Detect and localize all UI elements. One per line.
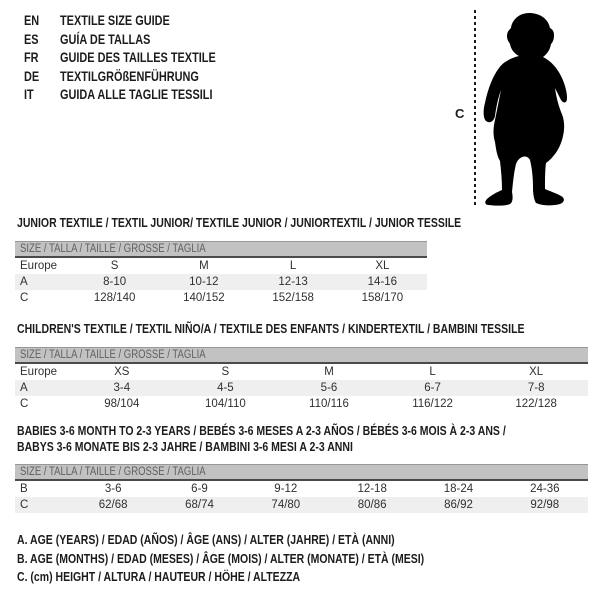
language-row bbox=[24, 11, 260, 30]
babies-size-table bbox=[15, 464, 588, 513]
row-label: Europe bbox=[20, 260, 58, 272]
cell: M bbox=[324, 366, 334, 378]
language-code: ES bbox=[24, 30, 39, 47]
cell: 152/158 bbox=[272, 292, 314, 304]
cell: 12-13 bbox=[278, 276, 308, 288]
cell: 6-7 bbox=[424, 382, 441, 394]
cell: S bbox=[221, 366, 230, 378]
table-row bbox=[15, 364, 588, 380]
language-code: IT bbox=[24, 86, 34, 102]
cell: 62/68 bbox=[98, 499, 128, 511]
language-row bbox=[24, 85, 260, 104]
children-table-title: CHILDREN'S TEXTILE / TEXTIL NIÑO/A / TEXTILE DES ENFANTS / KINDERTEXTIL / BAMBINI TESSILE bbox=[17, 322, 525, 336]
cell: 8-10 bbox=[103, 276, 127, 288]
cell: 110/116 bbox=[309, 398, 349, 410]
row-label: A bbox=[20, 276, 28, 288]
cell: 128/140 bbox=[93, 292, 136, 304]
language-row bbox=[24, 30, 260, 49]
row-label: A bbox=[20, 382, 28, 394]
children-size-table bbox=[15, 347, 588, 412]
cell: XL bbox=[375, 260, 390, 272]
row-label: C bbox=[20, 398, 29, 410]
cell: 5-6 bbox=[320, 382, 338, 394]
cell: 158/170 bbox=[361, 292, 404, 304]
cell: 18-24 bbox=[443, 483, 474, 495]
size-header-bar: SIZE / TALLA / TAILLE / GRÖSSE / TAGLIA bbox=[15, 241, 427, 258]
cell: 92/98 bbox=[530, 499, 560, 511]
table-row bbox=[15, 258, 427, 274]
legend-notes bbox=[17, 531, 502, 587]
cell: 104/110 bbox=[205, 398, 246, 410]
height-measure-dashed-line bbox=[474, 10, 476, 208]
cell: 4-5 bbox=[217, 382, 234, 394]
cell: 3-6 bbox=[104, 483, 122, 495]
cell: 140/152 bbox=[183, 292, 225, 304]
row-label: C bbox=[20, 292, 29, 304]
row-label: B bbox=[20, 483, 28, 495]
language-row bbox=[24, 67, 260, 86]
cell: L bbox=[429, 366, 436, 378]
cell: S bbox=[110, 260, 119, 272]
toddler-silhouette-icon bbox=[483, 8, 569, 208]
language-code: EN bbox=[24, 12, 40, 28]
note-line: C. (cm) HEIGHT / ALTURA / HAUTEUR / HÖHE / ALTEZZA bbox=[17, 570, 301, 584]
cell: 12-18 bbox=[357, 483, 387, 495]
cell: 3-4 bbox=[113, 382, 131, 394]
cell: 80/86 bbox=[357, 499, 387, 511]
table-row bbox=[15, 481, 588, 497]
note-line: B. AGE (MONTHS) / EDAD (MESES) / ÂGE (MOIS) / ALTER (MONATE) / ETÀ (MESI) bbox=[17, 551, 425, 566]
cell: 98/104 bbox=[104, 398, 140, 410]
cell: XS bbox=[114, 366, 130, 378]
babies-table-title: BABIES 3-6 MONTH TO 2-3 YEARS / BEBÉS 3-6 MESES A 2-3 AÑOS / BÉBÉS 3-6 MOIS À 2-3 ANS / BABYS 3-6 MONATE BIS 2-3 JAHRE / BAMBINI 3-6 MESI A 2-3 ANNI bbox=[17, 424, 506, 454]
height-measure-label: C bbox=[455, 106, 465, 121]
table-row bbox=[15, 497, 588, 513]
language-title: GUIDA ALLE TAGLIE TESSILI bbox=[60, 86, 213, 102]
junior-table-title: JUNIOR TEXTILE / TEXTIL JUNIOR/ TEXTILE JUNIOR / JUNIORTEXTIL / JUNIOR TESSILE bbox=[17, 216, 462, 230]
cell: M bbox=[199, 260, 209, 272]
row-label: C bbox=[20, 499, 29, 511]
cell: 6-9 bbox=[191, 483, 208, 495]
size-header-bar: SIZE / TALLA / TAILLE / GRÖSSE / TAGLIA bbox=[15, 464, 588, 481]
table-row bbox=[15, 380, 588, 396]
language-title: GUIDE DES TAILLES TEXTILE bbox=[60, 49, 216, 65]
table-row bbox=[15, 290, 427, 306]
cell: 68/74 bbox=[185, 499, 214, 511]
cell: 14-16 bbox=[367, 276, 398, 288]
language-code: DE bbox=[24, 67, 40, 84]
junior-size-table bbox=[15, 241, 427, 306]
cell: L bbox=[289, 260, 297, 272]
language-title: GUÍA DE TALLAS bbox=[60, 30, 151, 47]
language-title: TEXTILE SIZE GUIDE bbox=[60, 12, 170, 28]
language-title-list bbox=[24, 11, 260, 104]
cell: XL bbox=[529, 366, 544, 378]
cell: 86/92 bbox=[444, 499, 473, 511]
cell: 9-12 bbox=[274, 483, 298, 495]
cell: 116/122 bbox=[412, 398, 453, 410]
table-row bbox=[15, 396, 588, 412]
cell: 10-12 bbox=[189, 276, 219, 288]
cell: 74/80 bbox=[271, 499, 301, 511]
language-code: FR bbox=[24, 49, 39, 65]
language-title: TEXTILGRÖßENFÜHRUNG bbox=[60, 67, 199, 84]
language-row bbox=[24, 48, 260, 67]
note-line: A. AGE (YEARS) / EDAD (AÑOS) / ÂGE (ANS) / ALTER (JAHRE) / ETÀ (ANNI) bbox=[17, 533, 395, 547]
table-row bbox=[15, 274, 427, 290]
cell: 7-8 bbox=[527, 382, 545, 394]
row-label: Europe bbox=[20, 366, 58, 378]
size-header-bar: SIZE / TALLA / TAILLE / GRÖSSE / TAGLIA bbox=[15, 347, 588, 364]
cell: 122/128 bbox=[515, 398, 557, 410]
cell: 24-36 bbox=[530, 483, 560, 495]
